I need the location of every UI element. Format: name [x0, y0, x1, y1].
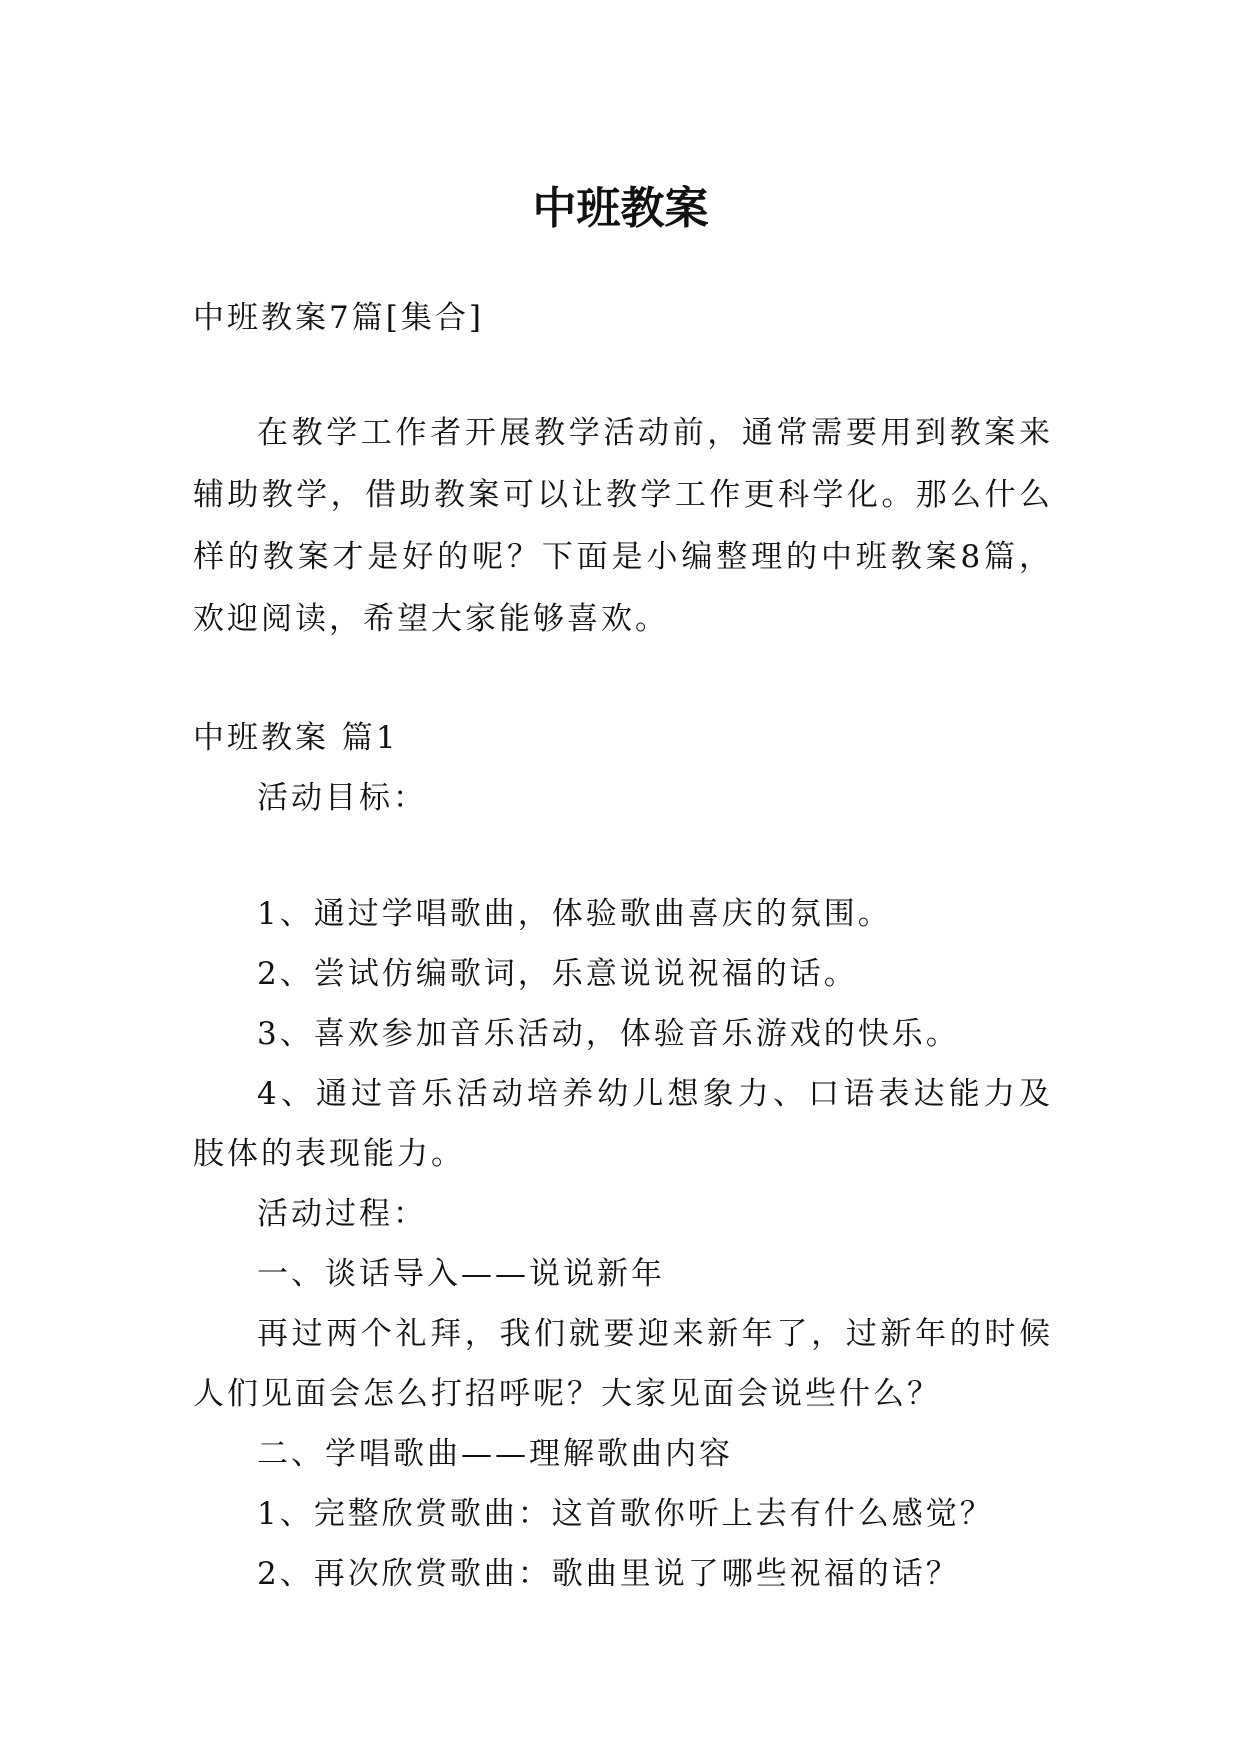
step-item: 1、完整欣赏歌曲：这首歌你听上去有什么感觉？	[257, 1496, 994, 1532]
step-heading: 一、谈话导入——说说新年	[257, 1256, 665, 1292]
goals-label: 活动目标：	[257, 780, 427, 816]
intro-paragraph: 在教学工作者开展教学活动前，通常需要用到教案来辅助教学，借助教案可以让教学工作更科学化。那么什么样的教案才是好的呢？下面是小编整理的中班教案8篇，欢迎阅读，希望大家能够喜欢。	[193, 415, 1053, 637]
section-heading: 中班教案 篇1	[193, 720, 399, 756]
step-item: 2、再次欣赏歌曲：歌曲里说了哪些祝福的话？	[257, 1556, 960, 1592]
document-body	[193, 288, 1053, 1604]
process-label: 活动过程：	[257, 1196, 427, 1232]
goal-item: 3、喜欢参加音乐活动，体验音乐游戏的快乐。	[257, 1016, 960, 1052]
goal-item: 1、通过学唱歌曲，体验歌曲喜庆的氛围。	[257, 896, 892, 932]
step-paragraph: 再过两个礼拜，我们就要迎来新年了，过新年的时候人们见面会怎么打招呼呢？大家见面会说些什么？	[193, 1316, 1053, 1412]
step-heading: 二、学唱歌曲——理解歌曲内容	[257, 1436, 733, 1472]
document-subtitle: 中班教案7篇[集合]	[193, 300, 484, 336]
goal-item: 4、通过音乐活动培养幼儿想象力、口语表达能力及肢体的表现能力。	[193, 1076, 1053, 1172]
page-title: 中班教案	[532, 183, 709, 235]
goal-item: 2、尝试仿编歌词，乐意说说祝福的话。	[257, 956, 858, 992]
